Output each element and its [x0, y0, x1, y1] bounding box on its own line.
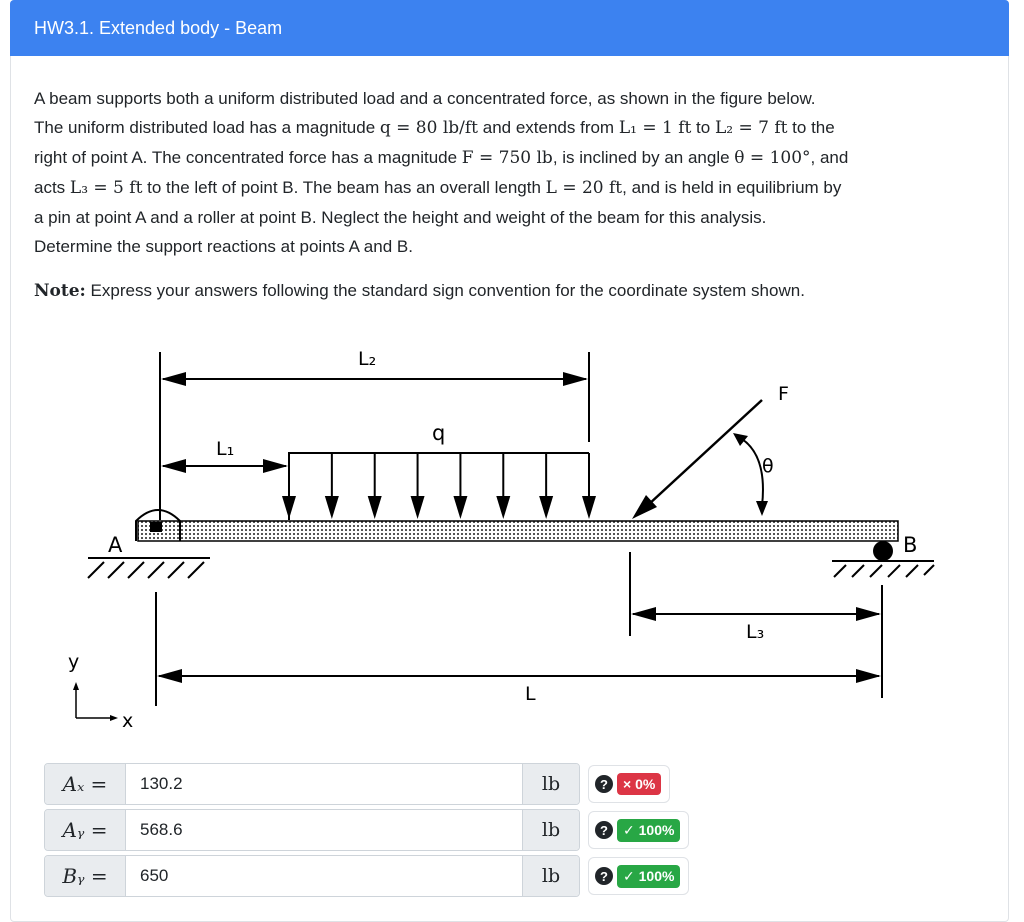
- math-L: L = 20 ft: [545, 178, 623, 198]
- score-badge-ay: ✓ 100%: [617, 819, 680, 842]
- answer-label-ay: Aᵧ =: [45, 810, 126, 850]
- load-arrow-head: [282, 496, 296, 519]
- load-arrow-head: [453, 496, 467, 519]
- math-theta: θ = 100°: [734, 148, 811, 168]
- label-y: y: [68, 651, 80, 673]
- problem-text: , and: [810, 148, 849, 167]
- answer-label-ax: Aₓ =: [45, 764, 126, 804]
- label-L1: L₁: [216, 438, 235, 460]
- help-icon[interactable]: ?: [595, 821, 613, 839]
- help-icon[interactable]: ?: [595, 775, 613, 793]
- dimension-L: [156, 592, 881, 706]
- answer-unit-ay: lb: [522, 810, 579, 850]
- problem-text: to the left of point B. The beam has an overall length: [142, 178, 546, 197]
- load-arrow-head: [539, 496, 553, 519]
- math-L1: L₁ = 1 ft: [618, 118, 692, 138]
- label-L: L: [525, 683, 536, 705]
- problem-text: The uniform distributed load has a magnitude: [34, 118, 380, 137]
- label-x: x: [122, 710, 134, 732]
- problem-text: and extends from: [478, 118, 619, 137]
- math-L2: L₂ = 7 ft: [714, 118, 788, 138]
- answer-input-ay[interactable]: 568.6: [140, 820, 183, 839]
- dimension-L1: [161, 452, 289, 520]
- problem-text: acts: [34, 178, 70, 197]
- help-icon[interactable]: ?: [595, 867, 613, 885]
- problem-text: Determine the support reactions at points A and B.: [34, 237, 413, 256]
- feedback-ay: [588, 811, 689, 849]
- load-arrow-head: [582, 496, 596, 519]
- label-L3: L₃: [746, 621, 765, 643]
- answer-group-by: [44, 855, 580, 897]
- answer-row-by: [44, 855, 689, 897]
- answer-row-ax: [44, 763, 670, 805]
- answer-group-ay: [44, 809, 580, 851]
- problem-text: a pin at point A and a roller at point B. Neglect the height and weight of the beam for this analysis.: [34, 208, 767, 227]
- problem-text: to the: [787, 118, 835, 137]
- answer-label-by: Bᵧ =: [45, 856, 126, 896]
- feedback-ax: [588, 765, 670, 803]
- problem-text: to: [691, 118, 715, 137]
- math-F: F = 750 lb: [461, 148, 553, 168]
- score-badge-by: ✓ 100%: [617, 865, 680, 888]
- load-arrow-head: [411, 496, 425, 519]
- load-arrow-head: [496, 496, 510, 519]
- answer-unit-ax: lb: [522, 764, 579, 804]
- answer-input-ax[interactable]: 130.2: [140, 774, 183, 793]
- problem-text: right of point A. The concentrated force has a magnitude: [34, 148, 462, 167]
- math-q: q = 80 lb/ft: [379, 118, 479, 138]
- question-title: HW3.1. Extended body - Beam: [34, 17, 283, 38]
- answer-unit-by: lb: [522, 856, 579, 896]
- problem-text: A beam supports both a uniform distributed load and a concentrated force, as shown in the figure below.: [34, 89, 816, 108]
- label-f: F: [778, 383, 789, 405]
- answer-input-by[interactable]: 650: [140, 866, 169, 885]
- pin-support-a: [88, 510, 210, 578]
- problem-text: , and is held in equilibrium by: [622, 178, 842, 197]
- label-theta: θ: [762, 455, 774, 477]
- label-b: B: [903, 533, 918, 557]
- force-f: [632, 400, 768, 519]
- answer-group-ax: [44, 763, 580, 805]
- load-arrow-head: [368, 496, 382, 519]
- score-badge-ax: × 0%: [617, 773, 661, 795]
- note-text: Express your answers following the standard sign convention for the coordinate system shown.: [85, 281, 805, 300]
- beam: [138, 521, 898, 541]
- load-arrow-head: [325, 496, 339, 519]
- coordinate-axes: [73, 682, 118, 721]
- label-a: A: [108, 533, 123, 557]
- math-L3: L₃ = 5 ft: [69, 178, 143, 198]
- label-q: q: [432, 421, 446, 445]
- note-label: Note:: [34, 281, 86, 301]
- roller-support-b: [832, 541, 934, 577]
- problem-text: , is inclined by an angle: [552, 148, 735, 167]
- label-L2: L₂: [358, 348, 377, 370]
- distributed-load: [282, 453, 596, 519]
- feedback-by: [588, 857, 689, 895]
- answer-row-ay: [44, 809, 689, 851]
